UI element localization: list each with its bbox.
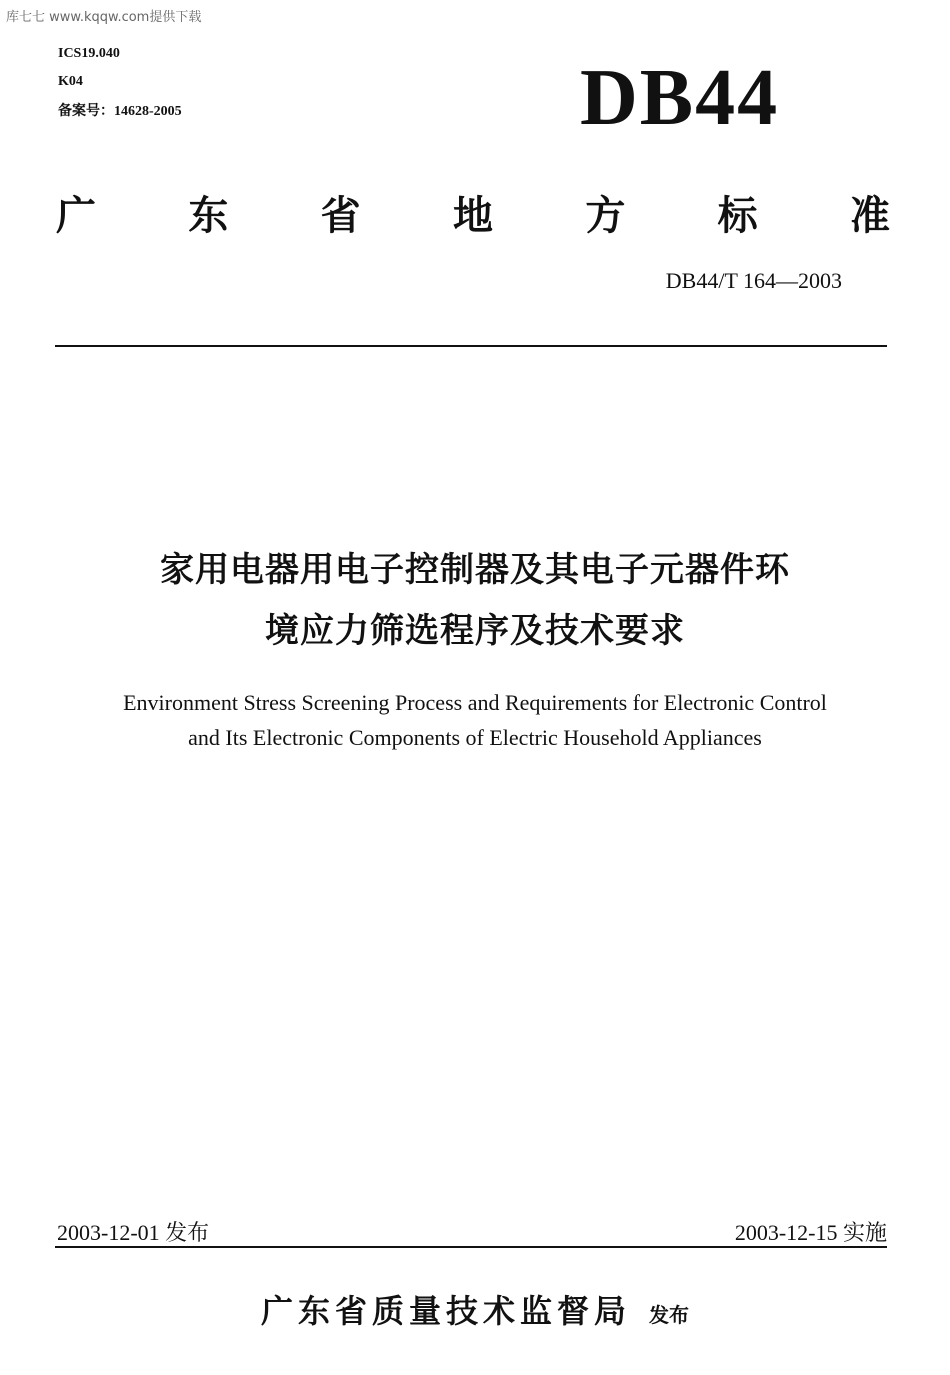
- standard-type-char: 省: [320, 193, 361, 239]
- publisher: [0, 1286, 950, 1332]
- ccs-code: K04: [58, 74, 83, 89]
- standard-number: DB44/T 164—2003: [665, 268, 842, 293]
- publisher-action: 发布: [649, 1303, 689, 1327]
- standard-type-char: 标: [717, 193, 758, 239]
- publisher-organization: 广东省质量技术监督局: [260, 1292, 631, 1330]
- filing-number: 备案号：14628-2005: [58, 104, 182, 119]
- chinese-title-line-2: 境应力筛选程序及技术要求: [265, 611, 685, 651]
- chinese-title-line-1: 家用电器用电子控制器及其电子元器件环: [160, 550, 790, 590]
- standard-type-char: 广: [56, 193, 96, 239]
- ics-code: ICS19.040: [58, 46, 120, 61]
- standard-type-char: 东: [188, 193, 229, 239]
- standard-type-char: 准: [849, 193, 890, 239]
- header-divider: [55, 345, 887, 347]
- standard-type-char: 地: [452, 193, 493, 239]
- english-title-line-2: and Its Electronic Components of Electric Household Appliances: [188, 725, 762, 750]
- standard-type-title: [56, 184, 890, 241]
- watermark-text: 库七七 www.kqqw.com提供下载: [6, 10, 202, 25]
- english-title-line-1: Environment Stress Screening Process and Requirements for Electronic Control: [123, 690, 827, 715]
- db44-logo: DB44: [580, 54, 780, 142]
- standard-type-char: 方: [585, 193, 626, 239]
- issue-date: 2003-12-01 发布: [57, 1220, 210, 1245]
- footer-divider: [55, 1246, 887, 1248]
- implementation-date: 2003-12-15 实施: [734, 1220, 887, 1245]
